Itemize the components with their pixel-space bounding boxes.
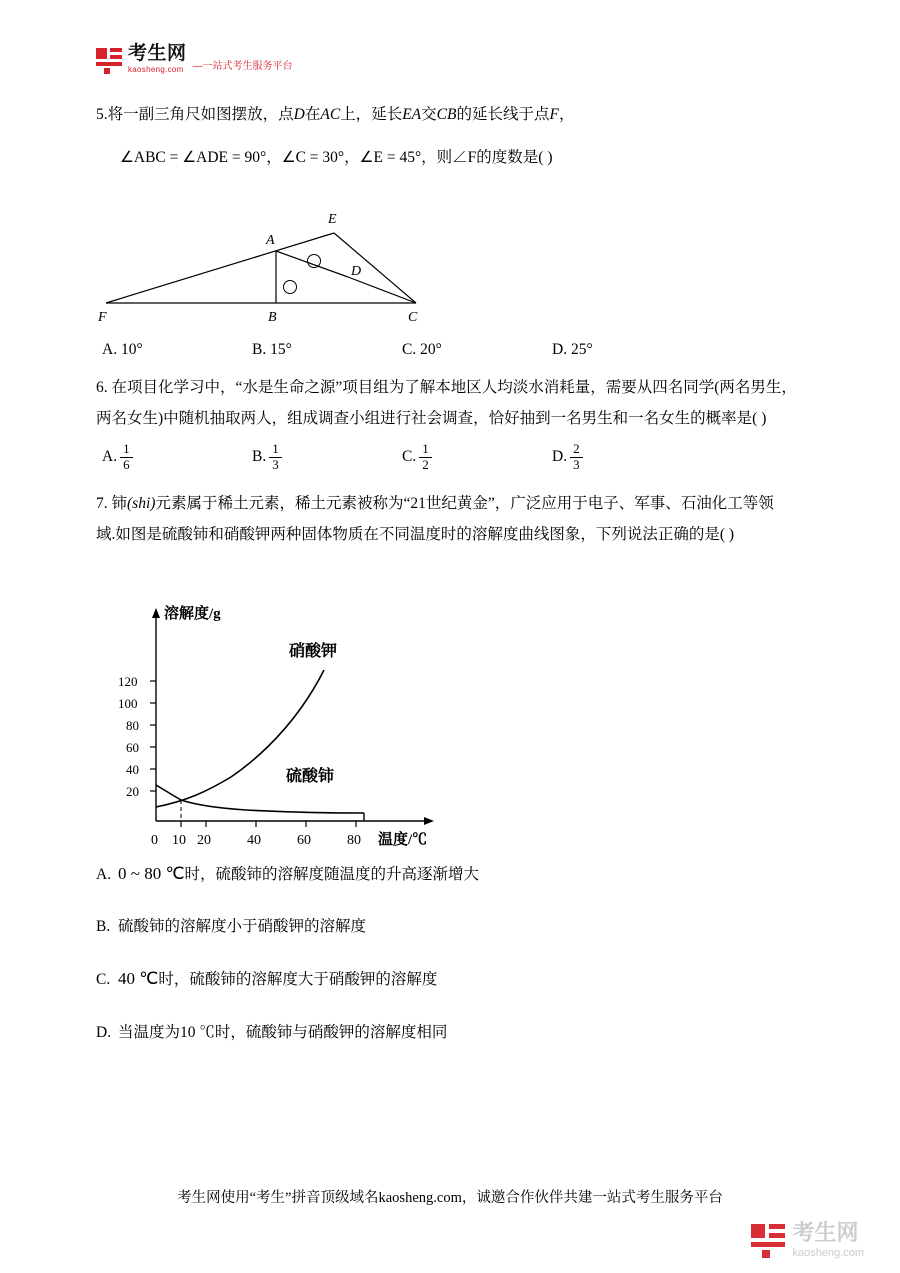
ytick-60: 60 [126,739,139,755]
q7-option-d-text: 当温度为10 ℃时，硫酸铈与硝酸钾的溶解度相同 [118,1023,448,1041]
q6-option-c-label: C. [402,448,417,466]
q6-option-d-fraction: $\frac{2}{3}$ [570,442,583,473]
q7-option-b-label: B. [96,917,111,935]
q5-seg-cb: CB [436,106,457,123]
series-label-kno3: 硝酸钾 [289,642,338,660]
label-D: D [351,263,362,279]
triangle-figure-svg [96,199,516,329]
series-label-ce: 硫酸铈 [286,767,335,785]
label-E: E [328,211,337,227]
solubility-chart-svg [96,596,516,848]
ytick-80: 80 [126,717,139,733]
q7-option-d-label: D. [96,1023,112,1041]
footer-logo-domain: kaosheng.com [792,1247,864,1259]
q7-option-c-label: C. [96,971,111,989]
label-A: A [266,232,275,248]
q7-option-c-text: 时，硫酸铈的溶解度大于硝酸钾的溶解度 [158,971,438,989]
q7-option-b-text: 硫酸铈的溶解度小于硝酸钾的溶解度 [118,917,367,935]
q7-option-a[interactable] [96,858,828,890]
ytick-100: 100 [118,695,138,711]
question-5-figure [96,199,828,329]
q6-option-b-label: B. [252,448,267,466]
logo-title: 考生网 [128,43,187,64]
q5-seg-ea: EA [402,106,422,123]
q6-option-b[interactable] [252,442,402,473]
question-5-options [102,341,828,359]
q7-option-a-label: A. [96,865,112,883]
curve-xiaosuanjia [156,670,324,807]
q7-text-1: 7. 铈 [96,494,128,512]
question-7-line-1 [96,489,828,518]
q6-option-d[interactable] [552,442,702,473]
q5-point-f: F [549,106,559,123]
q5-option-c[interactable]: C. 20° [402,340,442,358]
logo-mark-icon [96,48,122,74]
q6-option-a-label: A. [102,448,118,466]
q6-option-d-label: D. [552,448,568,466]
footer-logo-mark-icon [751,1224,785,1258]
xtick-80: 80 [347,832,361,848]
solubility-chart [96,596,828,848]
q5-text-2: 在 [304,106,321,123]
footer-logo-text [792,1222,864,1259]
q7-option-c-value: 40 ℃ [118,969,159,989]
q5-option-b[interactable]: B. 15° [252,340,292,358]
q7-text-2: 元素属于稀土元素，稀土元素被称为“21世纪黄金”，广泛应用于电子、军事、石油化工等领 [155,494,774,512]
q5-text-3: 上， [340,106,372,123]
q7-pinyin: (shi) [127,494,156,512]
ytick-120: 120 [118,673,138,689]
ytick-40: 40 [126,761,139,777]
footer-note: 考生网使用“考生”拼音顶级域名kaosheng.com，诚邀合作伙伴共建一站式考生服务平台 [177,1190,723,1206]
site-logo [96,40,828,74]
xtick-40: 40 [247,832,261,848]
q6-option-c[interactable] [402,442,552,473]
q6-option-b-fraction: $\frac{1}{3}$ [269,442,282,473]
question-6-line-1: 6. 在项目化学习中，“水是生命之源”项目组为了解本地区人均淡水消耗量，需要从四名同学(两名男生， [96,378,797,396]
q7-option-a-text: 时，硫酸铈的溶解度随温度的升高逐渐增大 [184,865,480,883]
q5-text-1: 将一副三角尺如图摆放，点 [107,106,294,123]
question-5-line-1 [96,100,828,129]
xtick-20: 20 [197,832,211,848]
q5-text-5: 交 [421,106,437,123]
footer-watermark-logo [751,1222,864,1259]
q5-number: 5. [96,106,108,123]
q7-option-a-value: 0 ~ 80 ℃ [118,863,185,883]
q6-option-a-fraction: $\frac{1}{6}$ [120,442,133,473]
xtick-60: 60 [297,832,311,848]
question-7-line-2: 域.如图是硫酸铈和硝酸钾两种固体物质在不同温度时的溶解度曲线图象，下列说法正确的是( ) [96,526,735,544]
q5-point-d: D [293,106,305,123]
logo-domain: kaosheng.com [128,65,184,74]
ytick-20: 20 [126,783,139,799]
label-F: F [98,309,107,325]
q5-text-7: ， [558,106,575,123]
chart-xlabel: 温度/℃ [378,831,428,848]
q5-text-4: 延长 [371,106,403,123]
q5-seg-ac: AC [320,106,341,123]
q7-option-d[interactable] [96,1018,828,1047]
question-6-line-2: 两名女生)中随机抽取两人，组成调查小组进行社会调查，恰好抽到一名男生和一名女生的概率是( ) [96,410,767,428]
q6-option-c-fraction: $\frac{1}{2}$ [419,442,432,473]
q5-option-d[interactable]: D. 25° [552,340,593,358]
label-C: C [408,309,418,325]
logo-text [128,44,187,74]
label-B: B [268,309,277,325]
q7-option-c[interactable] [96,963,828,995]
q5-text-6: 的延长线于点 [456,106,550,123]
q6-option-a[interactable] [102,442,252,473]
question-6-options [102,442,828,473]
chart-ylabel: 溶解度/g [164,605,221,622]
q7-option-b[interactable] [96,912,828,941]
xtick-0: 0 [151,832,158,848]
logo-slogan: —一站式考生服务平台 [192,61,293,72]
question-5-line-2: ∠ABC = ∠ADE = 90°，∠C = 30°，∠E = 45°，则∠F的度数是( ) [120,149,553,167]
q5-option-a[interactable]: A. 10° [102,340,143,358]
xtick-10: 10 [172,832,186,848]
footer-logo-title: 考生网 [792,1220,859,1245]
